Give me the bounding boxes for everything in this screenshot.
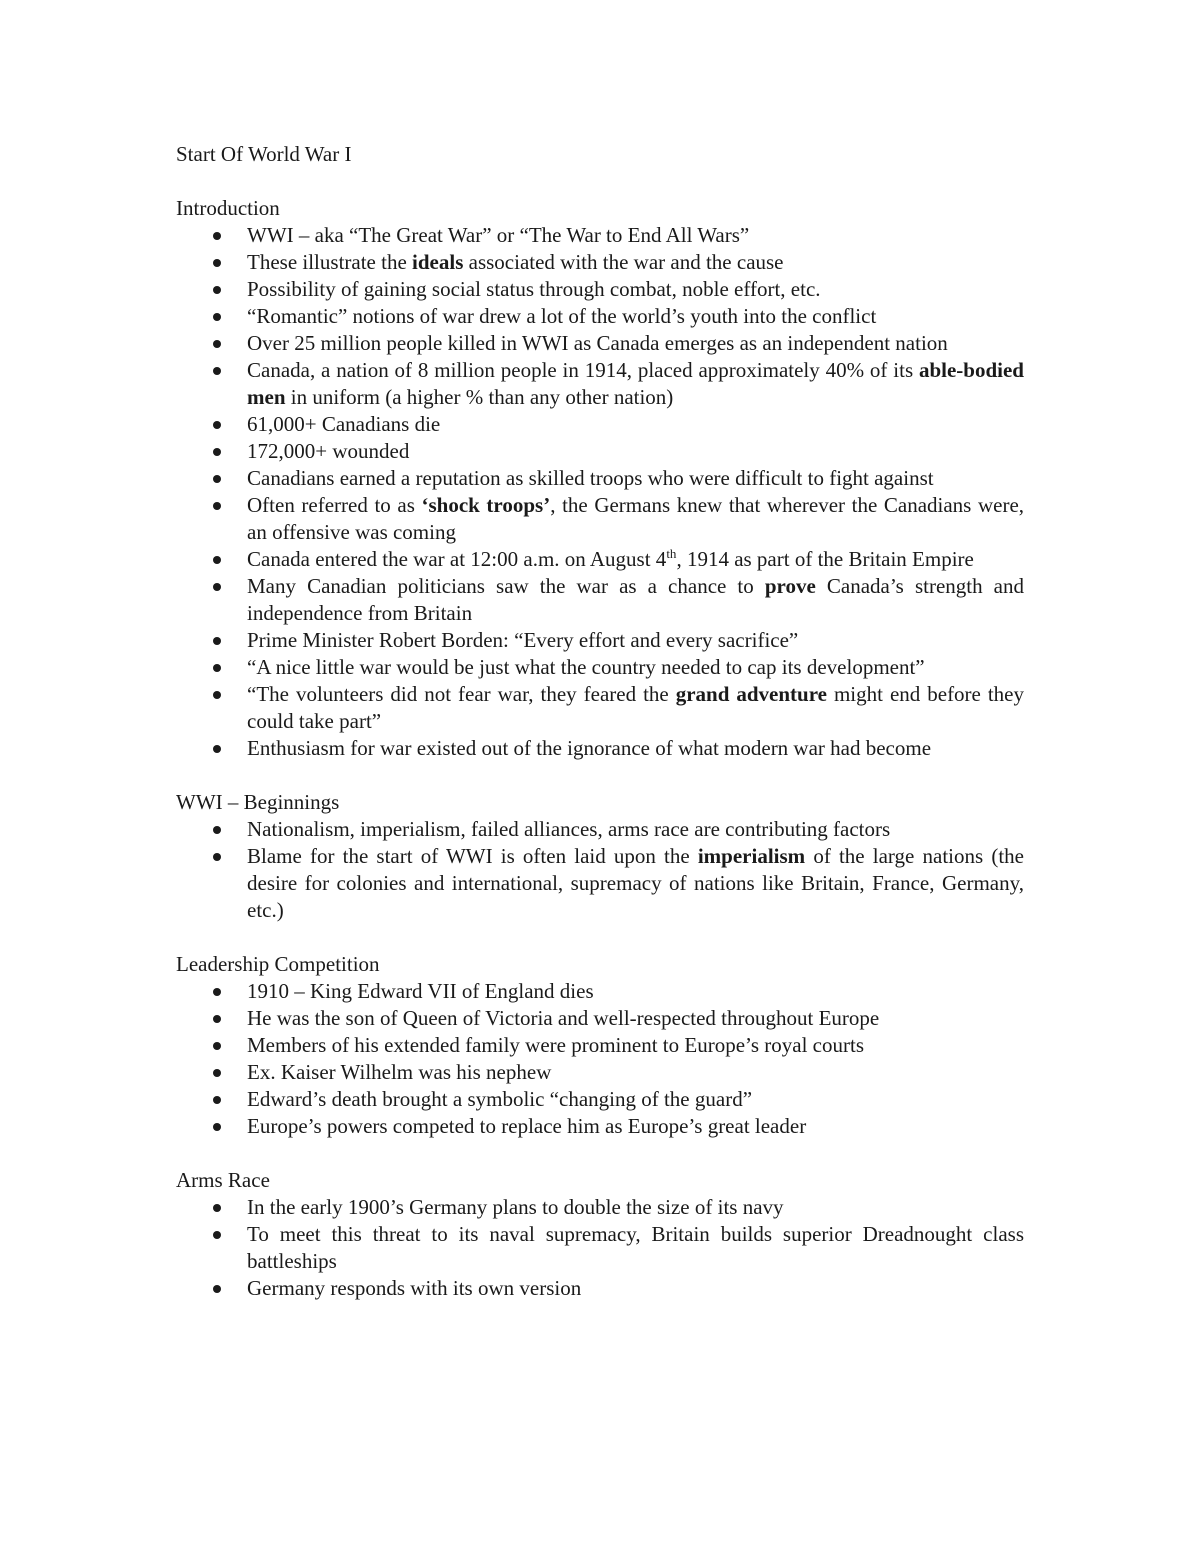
item-text: He was the son of Queen of Victoria and well-respected throughout Europe (247, 1006, 880, 1030)
blank-line (176, 168, 1024, 195)
item-text: Members of his extended family were prominent to Europe’s royal courts (247, 1033, 864, 1057)
bullet-list (176, 978, 1024, 1140)
bold-text: ‘shock troops’ (421, 493, 551, 517)
item-text: “Romantic” notions of war drew a lot of the world’s youth into the conflict (247, 304, 877, 328)
list-item (176, 1032, 1024, 1059)
superscript-text: th (666, 546, 677, 561)
bullet-list (176, 816, 1024, 924)
list-item (176, 1113, 1024, 1140)
item-text: Canada, a nation of 8 million people in 1914, placed approximately 40% of its (247, 358, 919, 382)
list-item (176, 546, 1024, 573)
document-page (176, 141, 1024, 1302)
section-heading: Introduction (176, 196, 280, 220)
list-item (176, 492, 1024, 546)
section (176, 1167, 1024, 1302)
bold-text: able-bodied men (247, 358, 1024, 409)
item-text: Possibility of gaining social status through combat, noble effort, etc. (247, 277, 821, 301)
item-text: Nationalism, imperialism, failed alliances, arms race are contributing factors (247, 817, 891, 841)
list-item (176, 249, 1024, 276)
list-item (176, 222, 1024, 249)
item-text: “The volunteers did not fear war, they feared the (247, 682, 676, 706)
list-item (176, 843, 1024, 924)
item-text: These illustrate the (247, 250, 413, 274)
list-item (176, 573, 1024, 627)
blank-line (176, 762, 1024, 789)
document-title: Start Of World War I (176, 142, 352, 166)
list-item (176, 303, 1024, 330)
list-item (176, 465, 1024, 492)
blank-line (176, 924, 1024, 951)
item-text: Enthusiasm for war existed out of the ignorance of what modern war had become (247, 736, 932, 760)
section-heading: Leadership Competition (176, 952, 380, 976)
section-list (176, 195, 1024, 1302)
list-item (176, 438, 1024, 465)
item-text: 172,000+ wounded (247, 439, 410, 463)
item-text: Canadians earned a reputation as skilled troops who were difficult to fight against (247, 466, 934, 490)
bold-text: ideals (412, 250, 464, 274)
bold-text: imperialism (697, 844, 806, 868)
section (176, 951, 1024, 1167)
item-text: WWI – aka “The Great War” or “The War to End All Wars” (247, 223, 750, 247)
list-item (176, 276, 1024, 303)
item-text: , 1914 as part of the Britain Empire (676, 547, 974, 571)
list-item (176, 735, 1024, 762)
list-item (176, 1275, 1024, 1302)
list-item (176, 654, 1024, 681)
list-item (176, 1194, 1024, 1221)
section-heading: WWI – Beginnings (176, 790, 340, 814)
item-text: associated with the war and the cause (463, 250, 784, 274)
item-text: “A nice little war would be just what the country needed to cap its development” (247, 655, 925, 679)
list-item (176, 1005, 1024, 1032)
blank-line (176, 1140, 1024, 1167)
item-text: , the Germans knew that wherever the Canadians were, an offensive was coming (247, 493, 1025, 544)
bullet-list (176, 1194, 1024, 1302)
list-item (176, 978, 1024, 1005)
item-text: Ex. Kaiser Wilhelm was his nephew (247, 1060, 552, 1084)
item-text: Edward’s death brought a symbolic “changing of the guard” (247, 1087, 753, 1111)
section (176, 789, 1024, 951)
list-item (176, 681, 1024, 735)
bold-text: grand adventure (675, 682, 827, 706)
list-item (176, 627, 1024, 654)
item-text: Canada’s strength and independence from Britain (247, 574, 1024, 625)
item-text: To meet this threat to its naval supremacy, Britain builds superior Dreadnought class battleships (247, 1222, 1024, 1273)
item-text: 61,000+ Canadians die (247, 412, 441, 436)
list-item (176, 357, 1024, 411)
item-text: Germany responds with its own version (247, 1276, 582, 1300)
list-item (176, 1086, 1024, 1113)
item-text: might end before they could take part” (247, 682, 1025, 733)
item-text: of the large nations (the desire for colonies and international, supremacy of nations like Britain, France, Germany, etc.) (247, 844, 1024, 922)
list-item (176, 330, 1024, 357)
item-text: Over 25 million people killed in WWI as Canada emerges as an independent nation (247, 331, 948, 355)
item-text: Europe’s powers competed to replace him as Europe’s great leader (247, 1114, 807, 1138)
list-item (176, 1059, 1024, 1086)
bold-text: prove (764, 574, 816, 598)
item-text: Blame for the start of WWI is often laid upon the (247, 844, 698, 868)
item-text: Many Canadian politicians saw the war as a chance to (247, 574, 765, 598)
item-text: Often referred to as (247, 493, 422, 517)
item-text: Canada entered the war at 12:00 a.m. on August 4 (247, 547, 667, 571)
list-item (176, 816, 1024, 843)
bullet-list (176, 222, 1024, 762)
list-item (176, 1221, 1024, 1275)
item-text: In the early 1900’s Germany plans to double the size of its navy (247, 1195, 784, 1219)
item-text: 1910 – King Edward VII of England dies (247, 979, 594, 1003)
section (176, 195, 1024, 789)
section-heading: Arms Race (176, 1168, 270, 1192)
list-item (176, 411, 1024, 438)
item-text: in uniform (a higher % than any other nation) (285, 385, 674, 409)
item-text: Prime Minister Robert Borden: “Every effort and every sacrifice” (247, 628, 799, 652)
